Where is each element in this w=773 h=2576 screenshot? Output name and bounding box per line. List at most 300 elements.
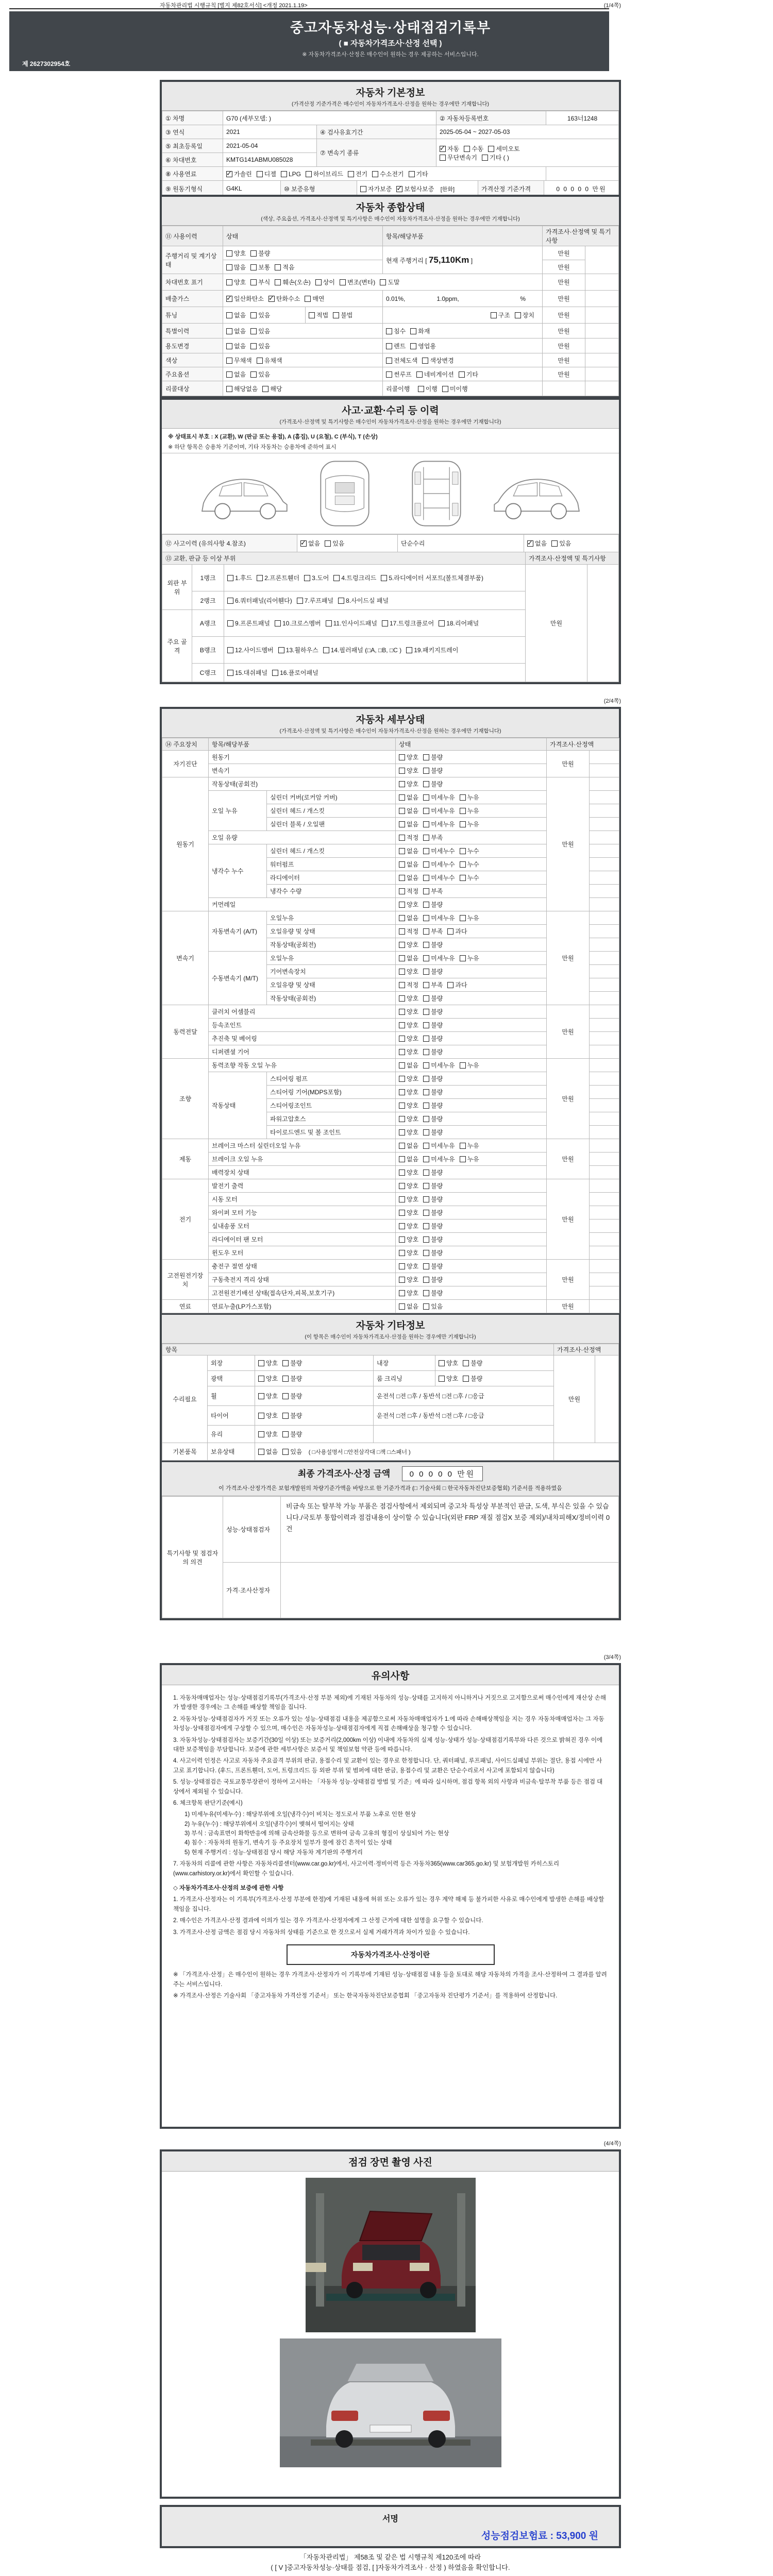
checkbox-option[interactable]: 누유 — [460, 820, 479, 828]
checkbox-option[interactable]: 미세누수 — [423, 873, 455, 882]
unchecked-checkbox-icon[interactable] — [423, 1156, 429, 1162]
checkbox-option[interactable]: 없음 — [399, 820, 418, 828]
checkbox-option[interactable]: 전기 — [348, 170, 367, 178]
unchecked-checkbox-icon[interactable] — [226, 358, 232, 364]
unchecked-checkbox-icon[interactable] — [423, 928, 429, 935]
checkbox-option[interactable]: 없음 — [399, 954, 418, 962]
unchecked-checkbox-icon[interactable] — [399, 1303, 405, 1310]
unchecked-checkbox-icon[interactable] — [399, 982, 405, 988]
unchecked-checkbox-icon[interactable] — [399, 915, 405, 921]
unchecked-checkbox-icon[interactable] — [399, 1196, 405, 1202]
unchecked-checkbox-icon[interactable] — [226, 250, 232, 257]
checkbox-option[interactable]: 불량 — [250, 249, 270, 258]
unchecked-checkbox-icon[interactable] — [399, 955, 405, 961]
checkbox-option[interactable]: 불량 — [423, 1248, 443, 1257]
checkbox-option[interactable]: 양호 — [399, 967, 418, 976]
unchecked-checkbox-icon[interactable] — [315, 279, 322, 285]
unchecked-checkbox-icon[interactable] — [423, 1210, 429, 1216]
unchecked-checkbox-icon[interactable] — [257, 575, 263, 581]
unchecked-checkbox-icon[interactable] — [381, 575, 387, 581]
unchecked-checkbox-icon[interactable] — [258, 1413, 264, 1419]
unchecked-checkbox-icon[interactable] — [399, 1009, 405, 1015]
checked-checkbox-icon[interactable] — [396, 186, 402, 192]
checkbox-option[interactable]: 미세누수 — [423, 846, 455, 855]
checkbox-option[interactable]: 수소전기 — [372, 170, 404, 178]
checkbox-option[interactable]: 양호 — [399, 1275, 418, 1284]
unchecked-checkbox-icon[interactable] — [399, 1062, 405, 1069]
checkbox-option[interactable]: ✓ 없음 — [527, 539, 547, 548]
checkbox-option[interactable]: 양호 — [399, 1195, 418, 1204]
unchecked-checkbox-icon[interactable] — [423, 1277, 429, 1283]
checkbox-option[interactable]: 누유 — [460, 954, 479, 962]
unchecked-checkbox-icon[interactable] — [386, 328, 392, 334]
checkbox-option[interactable]: 누유 — [460, 806, 479, 815]
checkbox-option[interactable]: 양호 — [399, 1101, 418, 1110]
unchecked-checkbox-icon[interactable] — [399, 768, 405, 774]
unchecked-checkbox-icon[interactable] — [226, 279, 232, 285]
unchecked-checkbox-icon[interactable] — [250, 343, 257, 349]
checkbox-option[interactable]: 렌트 — [386, 342, 406, 350]
unchecked-checkbox-icon[interactable] — [399, 1250, 405, 1256]
unchecked-checkbox-icon[interactable] — [423, 1263, 429, 1269]
unchecked-checkbox-icon[interactable] — [423, 942, 429, 948]
unchecked-checkbox-icon[interactable] — [423, 861, 429, 868]
checkbox-option[interactable]: 불량 — [423, 766, 443, 775]
checkbox-option[interactable]: 없음 — [226, 370, 246, 379]
unchecked-checkbox-icon[interactable] — [226, 264, 232, 270]
checkbox-option[interactable]: 미세누유 — [423, 1141, 455, 1150]
checkbox-option[interactable]: 양호 — [399, 1114, 418, 1123]
checkbox-option[interactable]: 미이행 — [442, 384, 468, 393]
unchecked-checkbox-icon[interactable] — [227, 620, 233, 626]
checkbox-option[interactable]: 1.후드 — [227, 573, 252, 582]
checkbox-option[interactable]: 불량 — [423, 1007, 443, 1016]
unchecked-checkbox-icon[interactable] — [423, 1022, 429, 1028]
unchecked-checkbox-icon[interactable] — [482, 155, 488, 161]
checkbox-option[interactable]: 양호 — [399, 1021, 418, 1029]
unchecked-checkbox-icon[interactable] — [423, 754, 429, 760]
checkbox-option[interactable]: 불량 — [423, 1101, 443, 1110]
checkbox-option[interactable]: 양호 — [258, 1359, 278, 1367]
checkbox-option[interactable]: 양호 — [399, 1128, 418, 1137]
checkbox-option[interactable]: 양호 — [399, 1074, 418, 1083]
checkbox-option[interactable]: 양호 — [399, 1168, 418, 1177]
unchecked-checkbox-icon[interactable] — [423, 768, 429, 774]
unchecked-checkbox-icon[interactable] — [423, 781, 429, 787]
unchecked-checkbox-icon[interactable] — [278, 647, 284, 653]
unchecked-checkbox-icon[interactable] — [439, 1360, 445, 1366]
checkbox-option[interactable]: 불량 — [423, 1208, 443, 1217]
checkbox-option[interactable]: 불량 — [463, 1374, 482, 1383]
checkbox-option[interactable]: 9.프론트패널 — [227, 619, 270, 628]
unchecked-checkbox-icon[interactable] — [423, 875, 429, 881]
checkbox-option[interactable]: 없음 — [258, 1447, 278, 1456]
unchecked-checkbox-icon[interactable] — [399, 1129, 405, 1136]
checkbox-option[interactable]: 과다 — [447, 980, 467, 989]
checkbox-option[interactable]: 불량 — [463, 1359, 482, 1367]
unchecked-checkbox-icon[interactable] — [297, 598, 303, 604]
checkbox-option[interactable]: 불량 — [282, 1392, 302, 1400]
unchecked-checkbox-icon[interactable] — [282, 1413, 289, 1419]
checkbox-option[interactable]: 적정 — [399, 927, 418, 936]
unchecked-checkbox-icon[interactable] — [399, 902, 405, 908]
checkbox-option[interactable]: 없음 — [399, 913, 418, 922]
unchecked-checkbox-icon[interactable] — [409, 171, 415, 177]
checkbox-option[interactable]: 양호 — [399, 1181, 418, 1190]
checkbox-option[interactable]: 누유 — [460, 1141, 479, 1150]
checkbox-option[interactable]: 양호 — [399, 766, 418, 775]
unchecked-checkbox-icon[interactable] — [399, 1022, 405, 1028]
unchecked-checkbox-icon[interactable] — [282, 1449, 289, 1455]
checkbox-option[interactable]: 썬루프 — [386, 370, 412, 379]
checkbox-option[interactable]: 누수 — [460, 846, 479, 855]
checkbox-option[interactable]: 불량 — [423, 1047, 443, 1056]
unchecked-checkbox-icon[interactable] — [460, 1143, 466, 1149]
checkbox-option[interactable]: 16.플로어패널 — [272, 668, 318, 677]
unchecked-checkbox-icon[interactable] — [380, 279, 386, 285]
unchecked-checkbox-icon[interactable] — [399, 1143, 405, 1149]
unchecked-checkbox-icon[interactable] — [326, 620, 332, 626]
unchecked-checkbox-icon[interactable] — [282, 1431, 289, 1437]
checkbox-option[interactable]: 무채색 — [226, 356, 252, 365]
unchecked-checkbox-icon[interactable] — [399, 942, 405, 948]
checkbox-option[interactable]: 누수 — [460, 860, 479, 869]
unchecked-checkbox-icon[interactable] — [423, 1009, 429, 1015]
checkbox-option[interactable]: 유채색 — [257, 356, 282, 365]
unchecked-checkbox-icon[interactable] — [399, 1263, 405, 1269]
checkbox-option[interactable]: 없음 — [226, 342, 246, 350]
unchecked-checkbox-icon[interactable] — [250, 371, 257, 378]
checkbox-option[interactable]: 있음 — [325, 539, 344, 548]
unchecked-checkbox-icon[interactable] — [460, 821, 466, 827]
unchecked-checkbox-icon[interactable] — [399, 969, 405, 975]
unchecked-checkbox-icon[interactable] — [282, 1376, 289, 1382]
unchecked-checkbox-icon[interactable] — [399, 995, 405, 1002]
checkbox-option[interactable]: 미세누유 — [423, 806, 455, 815]
unchecked-checkbox-icon[interactable] — [460, 794, 466, 801]
unchecked-checkbox-icon[interactable] — [304, 575, 310, 581]
unchecked-checkbox-icon[interactable] — [399, 1223, 405, 1229]
unchecked-checkbox-icon[interactable] — [406, 647, 412, 653]
checkbox-option[interactable]: 누유 — [460, 913, 479, 922]
unchecked-checkbox-icon[interactable] — [250, 279, 257, 285]
checkbox-option[interactable]: 없음 — [226, 327, 246, 335]
unchecked-checkbox-icon[interactable] — [423, 835, 429, 841]
checkbox-option[interactable]: 누수 — [460, 873, 479, 882]
unchecked-checkbox-icon[interactable] — [423, 902, 429, 908]
unchecked-checkbox-icon[interactable] — [463, 1360, 469, 1366]
checkbox-option[interactable]: 미세누유 — [423, 913, 455, 922]
unchecked-checkbox-icon[interactable] — [258, 1360, 264, 1366]
unchecked-checkbox-icon[interactable] — [257, 358, 263, 364]
unchecked-checkbox-icon[interactable] — [447, 982, 453, 988]
checkbox-option[interactable]: 양호 — [399, 940, 418, 949]
unchecked-checkbox-icon[interactable] — [282, 1393, 289, 1399]
unchecked-checkbox-icon[interactable] — [423, 1076, 429, 1082]
checkbox-option[interactable]: 부족 — [423, 980, 443, 989]
checkbox-option[interactable]: 없음 — [399, 860, 418, 869]
checkbox-option[interactable]: 18.리어패널 — [439, 619, 479, 628]
checkbox-option[interactable]: 없음 — [399, 1141, 418, 1150]
checkbox-option[interactable]: 불량 — [423, 1074, 443, 1083]
unchecked-checkbox-icon[interactable] — [399, 928, 405, 935]
checkbox-option[interactable]: 불량 — [423, 1114, 443, 1123]
checkbox-option[interactable]: 해당없음 — [226, 384, 258, 393]
checkbox-option[interactable]: 양호 — [399, 994, 418, 1003]
checkbox-option[interactable]: 양호 — [399, 900, 418, 909]
unchecked-checkbox-icon[interactable] — [488, 146, 494, 152]
unchecked-checkbox-icon[interactable] — [399, 888, 405, 894]
checked-checkbox-icon[interactable] — [226, 296, 232, 302]
unchecked-checkbox-icon[interactable] — [399, 1156, 405, 1162]
checkbox-option[interactable]: 매연 — [305, 294, 324, 303]
checkbox-option[interactable]: 불량 — [282, 1411, 302, 1420]
unchecked-checkbox-icon[interactable] — [399, 1236, 405, 1243]
unchecked-checkbox-icon[interactable] — [418, 386, 424, 392]
checkbox-option[interactable]: 불량 — [423, 940, 443, 949]
checkbox-option[interactable]: 3.도어 — [304, 573, 329, 582]
checkbox-option[interactable]: 기타 — [459, 370, 478, 379]
unchecked-checkbox-icon[interactable] — [399, 848, 405, 854]
checkbox-option[interactable]: 보통 — [250, 263, 270, 272]
checkbox-option[interactable]: ✓자동 — [440, 144, 459, 153]
unchecked-checkbox-icon[interactable] — [281, 171, 287, 177]
checkbox-option[interactable]: LPG — [281, 171, 301, 178]
checkbox-option[interactable]: 미세누유 — [423, 1061, 455, 1070]
unchecked-checkbox-icon[interactable] — [460, 1156, 466, 1162]
unchecked-checkbox-icon[interactable] — [423, 1170, 429, 1176]
checkbox-option[interactable]: 해당 — [262, 384, 282, 393]
signature-label[interactable]: 서명 — [382, 2515, 398, 2523]
unchecked-checkbox-icon[interactable] — [423, 1250, 429, 1256]
unchecked-checkbox-icon[interactable] — [423, 1116, 429, 1122]
checkbox-option[interactable]: 5.라디에이터 서포트(볼트체결부품) — [381, 573, 483, 582]
checked-checkbox-icon[interactable] — [527, 540, 533, 547]
unchecked-checkbox-icon[interactable] — [227, 575, 233, 581]
unchecked-checkbox-icon[interactable] — [439, 620, 445, 626]
checkbox-option[interactable]: 7.루프패널 — [297, 596, 333, 605]
checkbox-option[interactable]: 불량 — [282, 1374, 302, 1383]
unchecked-checkbox-icon[interactable] — [323, 647, 329, 653]
checkbox-option[interactable]: 양호 — [399, 1262, 418, 1270]
unchecked-checkbox-icon[interactable] — [258, 1431, 264, 1437]
checkbox-option[interactable]: 미세누유 — [423, 820, 455, 828]
checkbox-option[interactable]: 양호 — [399, 1289, 418, 1297]
checkbox-option[interactable]: 침수 — [386, 327, 406, 335]
unchecked-checkbox-icon[interactable] — [382, 620, 388, 626]
unchecked-checkbox-icon[interactable] — [227, 647, 233, 653]
checked-checkbox-icon[interactable] — [440, 146, 446, 152]
checkbox-option[interactable]: 4.트렁크리드 — [333, 573, 376, 582]
unchecked-checkbox-icon[interactable] — [275, 264, 281, 270]
checkbox-option[interactable]: 없음 — [399, 806, 418, 815]
checked-checkbox-icon[interactable] — [226, 171, 232, 177]
checkbox-option[interactable]: 부족 — [423, 927, 443, 936]
unchecked-checkbox-icon[interactable] — [399, 1089, 405, 1095]
unchecked-checkbox-icon[interactable] — [250, 264, 257, 270]
unchecked-checkbox-icon[interactable] — [423, 821, 429, 827]
unchecked-checkbox-icon[interactable] — [416, 371, 423, 378]
unchecked-checkbox-icon[interactable] — [399, 1170, 405, 1176]
unchecked-checkbox-icon[interactable] — [460, 875, 466, 881]
checkbox-option[interactable]: 불량 — [423, 1195, 443, 1204]
unchecked-checkbox-icon[interactable] — [348, 171, 354, 177]
unchecked-checkbox-icon[interactable] — [423, 1143, 429, 1149]
checkbox-option[interactable]: 불법 — [333, 311, 352, 319]
checkbox-option[interactable]: 불량 — [423, 1222, 443, 1230]
checkbox-option[interactable]: 양호 — [258, 1411, 278, 1420]
checkbox-option[interactable]: 상이 — [315, 278, 335, 286]
checkbox-option[interactable]: 불량 — [423, 1088, 443, 1096]
unchecked-checkbox-icon[interactable] — [226, 312, 232, 318]
unchecked-checkbox-icon[interactable] — [372, 171, 378, 177]
unchecked-checkbox-icon[interactable] — [423, 1303, 429, 1310]
checkbox-option[interactable]: 15.대쉬패널 — [227, 668, 267, 677]
unchecked-checkbox-icon[interactable] — [460, 1062, 466, 1069]
checkbox-option[interactable]: 2.프론트휀더 — [257, 573, 299, 582]
unchecked-checkbox-icon[interactable] — [226, 328, 232, 334]
checkbox-option[interactable]: 적정 — [399, 980, 418, 989]
checkbox-option[interactable]: 11.인사이드패널 — [326, 619, 377, 628]
checkbox-option[interactable]: 누유 — [460, 793, 479, 802]
unchecked-checkbox-icon[interactable] — [399, 1049, 405, 1055]
unchecked-checkbox-icon[interactable] — [410, 328, 416, 334]
checkbox-option[interactable]: 불량 — [423, 1262, 443, 1270]
unchecked-checkbox-icon[interactable] — [423, 1036, 429, 1042]
unchecked-checkbox-icon[interactable] — [423, 982, 429, 988]
checkbox-option[interactable]: ✓ 없음 — [300, 539, 320, 548]
checkbox-option[interactable]: 없음 — [226, 311, 246, 319]
checkbox-option[interactable]: 양호 — [439, 1359, 458, 1367]
unchecked-checkbox-icon[interactable] — [399, 754, 405, 760]
unchecked-checkbox-icon[interactable] — [399, 1116, 405, 1122]
unchecked-checkbox-icon[interactable] — [340, 279, 346, 285]
checkbox-option[interactable]: ✓ 일산화탄소 — [226, 294, 264, 303]
unchecked-checkbox-icon[interactable] — [226, 371, 232, 378]
checkbox-option[interactable]: 불량 — [423, 753, 443, 761]
unchecked-checkbox-icon[interactable] — [399, 1183, 405, 1189]
checkbox-option[interactable]: 불량 — [423, 1034, 443, 1043]
unchecked-checkbox-icon[interactable] — [423, 995, 429, 1002]
checkbox-option[interactable]: 없음 — [399, 793, 418, 802]
checkbox-option[interactable]: 양호 — [226, 278, 246, 286]
checkbox-option[interactable]: 없음 — [399, 873, 418, 882]
unchecked-checkbox-icon[interactable] — [360, 186, 366, 192]
unchecked-checkbox-icon[interactable] — [422, 358, 428, 364]
checkbox-option[interactable]: 불량 — [423, 967, 443, 976]
checkbox-option[interactable]: 불량 — [423, 1275, 443, 1284]
checkbox-option[interactable]: 19.패키지트레이 — [406, 646, 458, 654]
unchecked-checkbox-icon[interactable] — [440, 155, 446, 161]
unchecked-checkbox-icon[interactable] — [275, 279, 281, 285]
checkbox-option[interactable]: 미세누유 — [423, 1155, 455, 1163]
unchecked-checkbox-icon[interactable] — [423, 1183, 429, 1189]
unchecked-checkbox-icon[interactable] — [306, 171, 312, 177]
checkbox-option[interactable]: 적정 — [399, 833, 418, 842]
checkbox-option[interactable]: 있음 — [282, 1447, 302, 1456]
unchecked-checkbox-icon[interactable] — [399, 821, 405, 827]
checkbox-option[interactable]: 부족 — [423, 887, 443, 895]
checkbox-option[interactable]: 장치 — [515, 311, 534, 319]
checkbox-option[interactable]: 불량 — [423, 1128, 443, 1137]
checkbox-option[interactable]: 양호 — [399, 1034, 418, 1043]
checkbox-option[interactable]: ✓ 탄화수소 — [268, 294, 300, 303]
unchecked-checkbox-icon[interactable] — [399, 1036, 405, 1042]
checked-checkbox-icon[interactable] — [268, 296, 275, 302]
checkbox-option[interactable]: 미세누유 — [423, 954, 455, 962]
unchecked-checkbox-icon[interactable] — [250, 312, 257, 318]
checked-checkbox-icon[interactable] — [300, 540, 307, 547]
checkbox-option[interactable]: 양호 — [399, 1208, 418, 1217]
checkbox-option[interactable]: 자가보증 — [360, 184, 392, 193]
checkbox-option[interactable]: 많음 — [226, 263, 246, 272]
checkbox-option[interactable]: 있음 — [250, 327, 270, 335]
unchecked-checkbox-icon[interactable] — [423, 915, 429, 921]
checkbox-option[interactable]: 양호 — [399, 779, 418, 788]
unchecked-checkbox-icon[interactable] — [423, 794, 429, 801]
checkbox-option[interactable]: 적음 — [275, 263, 294, 272]
checkbox-option[interactable]: 과다 — [447, 927, 467, 936]
checkbox-option[interactable]: 누유 — [460, 1155, 479, 1163]
checkbox-option[interactable]: 불량 — [423, 1181, 443, 1190]
checkbox-option[interactable]: 불량 — [423, 1021, 443, 1029]
unchecked-checkbox-icon[interactable] — [262, 386, 268, 392]
checkbox-option[interactable]: 불량 — [423, 1235, 443, 1244]
checkbox-option[interactable]: 없음 — [399, 846, 418, 855]
unchecked-checkbox-icon[interactable] — [439, 1376, 445, 1382]
unchecked-checkbox-icon[interactable] — [460, 861, 466, 868]
unchecked-checkbox-icon[interactable] — [399, 781, 405, 787]
unchecked-checkbox-icon[interactable] — [399, 861, 405, 868]
checkbox-option[interactable]: 도말 — [380, 278, 399, 286]
unchecked-checkbox-icon[interactable] — [250, 328, 257, 334]
checkbox-option[interactable]: 10.크로스멤버 — [275, 619, 321, 628]
checkbox-option[interactable]: 양호 — [399, 1007, 418, 1016]
unchecked-checkbox-icon[interactable] — [257, 171, 263, 177]
unchecked-checkbox-icon[interactable] — [250, 250, 257, 257]
checkbox-option[interactable]: ✓ 보험사보증 — [396, 184, 434, 193]
checkbox-option[interactable]: 양호 — [399, 1047, 418, 1056]
checkbox-option[interactable]: 불량 — [282, 1430, 302, 1438]
checkbox-option[interactable]: 불량 — [423, 779, 443, 788]
checkbox-option[interactable]: 양호 — [399, 753, 418, 761]
checkbox-option[interactable]: 변조(변타) — [340, 278, 375, 286]
checkbox-option[interactable]: 불량 — [423, 994, 443, 1003]
unchecked-checkbox-icon[interactable] — [423, 888, 429, 894]
unchecked-checkbox-icon[interactable] — [386, 358, 392, 364]
checkbox-option[interactable]: 17.트렁크플로어 — [382, 619, 434, 628]
checkbox-option[interactable]: 양호 — [399, 1222, 418, 1230]
checkbox-option[interactable]: 화재 — [410, 327, 430, 335]
unchecked-checkbox-icon[interactable] — [399, 1277, 405, 1283]
unchecked-checkbox-icon[interactable] — [460, 808, 466, 814]
unchecked-checkbox-icon[interactable] — [410, 343, 416, 349]
unchecked-checkbox-icon[interactable] — [338, 598, 344, 604]
unchecked-checkbox-icon[interactable] — [399, 835, 405, 841]
checkbox-option[interactable]: 이행 — [418, 384, 438, 393]
checkbox-option[interactable]: 구조 — [491, 311, 510, 319]
unchecked-checkbox-icon[interactable] — [386, 371, 392, 378]
checkbox-option[interactable]: ✓ 가솔린 — [226, 170, 252, 178]
unchecked-checkbox-icon[interactable] — [258, 1393, 264, 1399]
unchecked-checkbox-icon[interactable] — [442, 386, 448, 392]
unchecked-checkbox-icon[interactable] — [460, 848, 466, 854]
unchecked-checkbox-icon[interactable] — [423, 1049, 429, 1055]
checkbox-option[interactable]: 없음 — [399, 1155, 418, 1163]
unchecked-checkbox-icon[interactable] — [399, 1210, 405, 1216]
unchecked-checkbox-icon[interactable] — [325, 540, 331, 547]
checkbox-option[interactable]: 색상변경 — [422, 356, 453, 365]
